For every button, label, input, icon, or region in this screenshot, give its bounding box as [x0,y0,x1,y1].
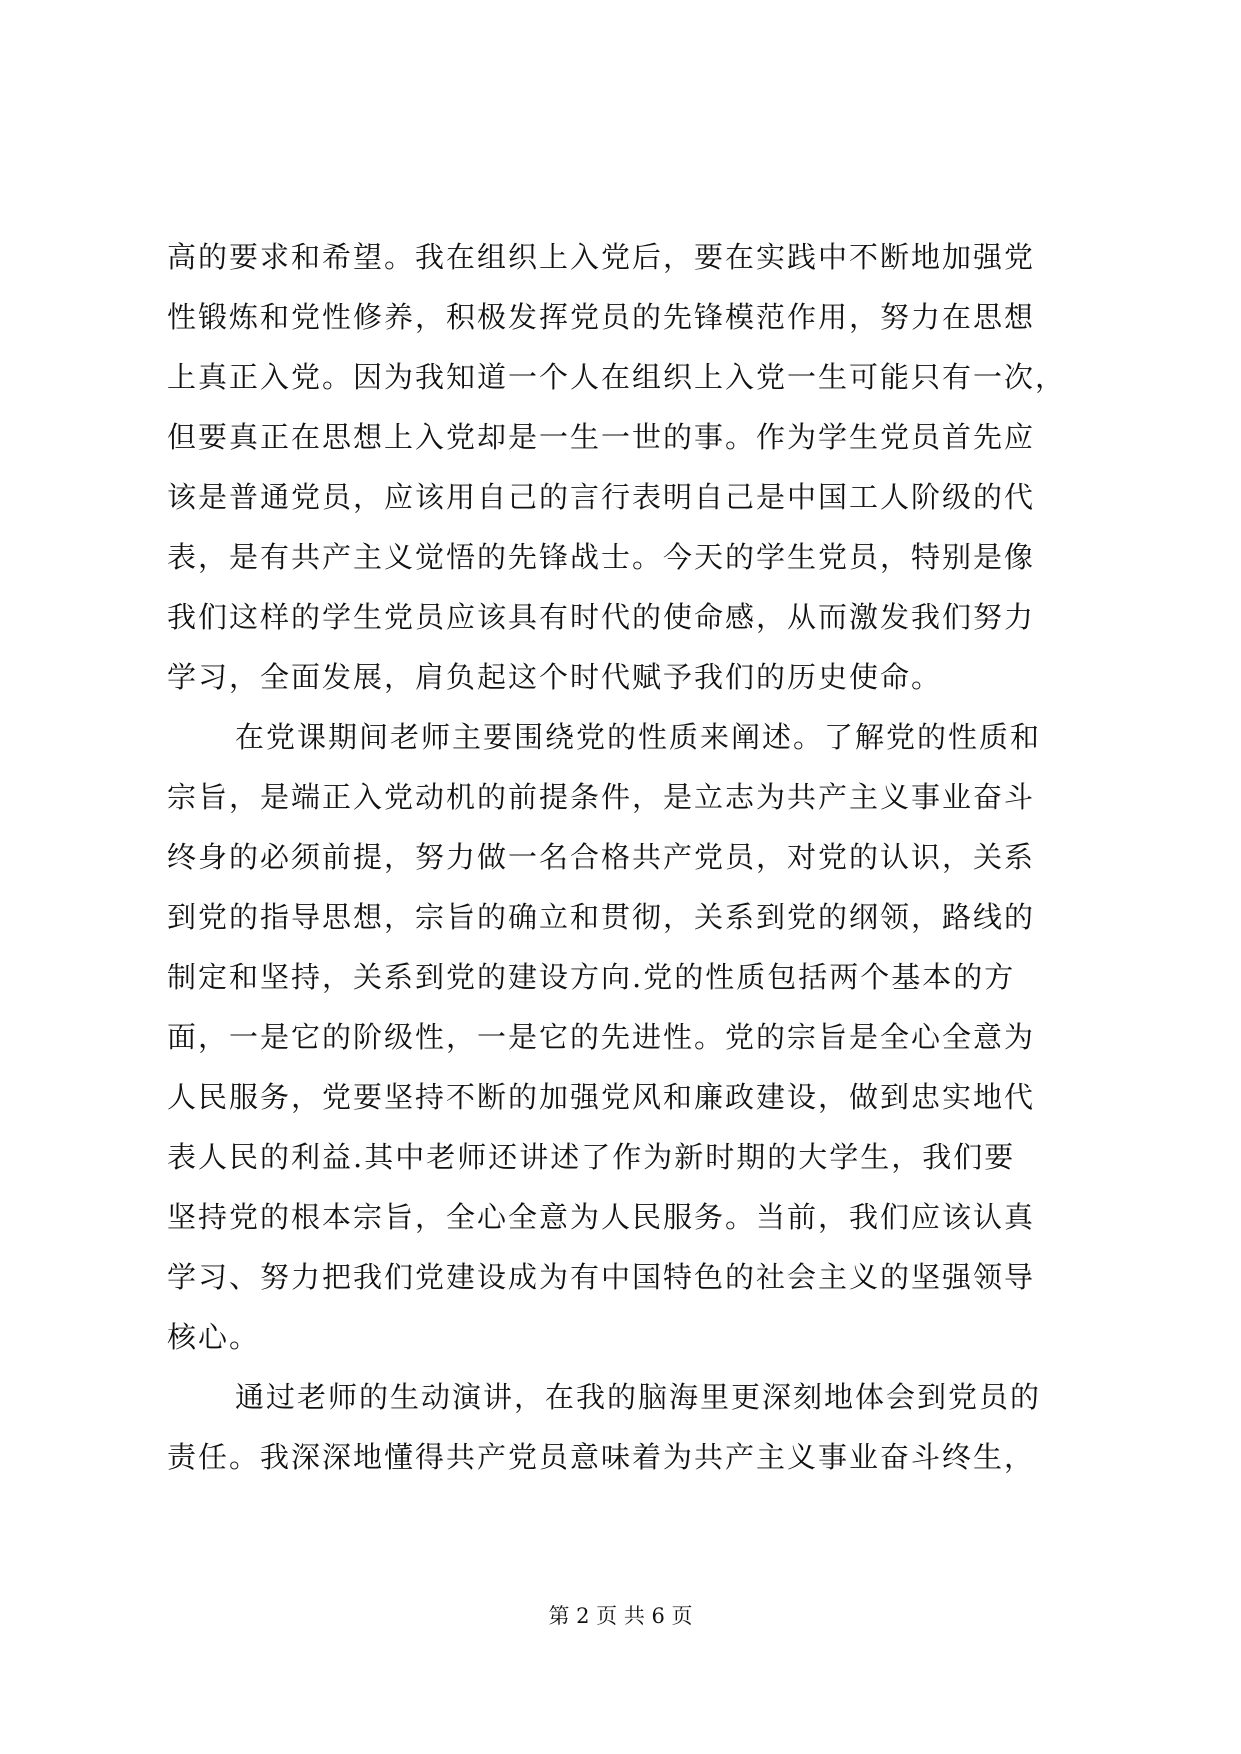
text-line: 在党课期间老师主要围绕党的性质来阐述。了解党的性质和 [235,720,1042,754]
text-line: 学习，全面发展，肩负起这个时代赋予我们的历史使命。 [167,660,943,694]
text-line: 该是普通党员，应该用自己的言行表明自己是中国工人阶级的代 [167,480,1036,514]
text-line: 高的要求和希望。我在组织上入党后，要在实践中不断地加强党 [167,240,1036,274]
body-text [167,227,1122,1487]
text-line: 责任。我深深地懂得共产党员意味着为共产主义事业奋斗终生， [167,1440,1036,1474]
page-number-footer: 第 2 页 共 6 页 [548,1604,693,1628]
text-line: 终身的必须前提，努力做一名合格共产党员，对党的认识，关系 [167,840,1036,874]
text-line: 我们这样的学生党员应该具有时代的使命感，从而激发我们努力 [167,600,1036,634]
text-line: 面，一是它的阶级性，一是它的先进性。党的宗旨是全心全意为 [167,1020,1036,1054]
text-line: 表人民的利益.其中老师还讲述了作为新时期的大学生，我们要 [167,1140,1016,1174]
text-line: 性锻炼和党性修养，积极发挥党员的先锋模范作用，努力在思想 [167,300,1036,334]
text-line: 上真正入党。因为我知道一个人在组织上入党一生可能只有一次， [167,360,1067,394]
text-line: 坚持党的根本宗旨，全心全意为人民服务。当前，我们应该认真 [167,1200,1036,1234]
text-line: 学习、努力把我们党建设成为有中国特色的社会主义的坚强领导 [167,1260,1036,1294]
text-line: 核心。 [167,1320,261,1354]
text-line: 通过老师的生动演讲，在我的脑海里更深刻地体会到党员的 [235,1380,1042,1414]
text-line: 但要真正在思想上入党却是一生一世的事。作为学生党员首先应 [167,420,1036,454]
text-line: 到党的指导思想，宗旨的确立和贯彻，关系到党的纲领，路线的 [167,900,1036,934]
text-line: 制定和坚持，关系到党的建设方向.党的性质包括两个基本的方 [167,960,1016,994]
text-line: 宗旨，是端正入党动机的前提条件，是立志为共产主义事业奋斗 [167,780,1036,814]
text-line: 表，是有共产主义觉悟的先锋战士。今天的学生党员，特别是像 [167,540,1036,574]
text-line: 人民服务，党要坚持不断的加强党风和廉政建设，做到忠实地代 [167,1080,1036,1114]
